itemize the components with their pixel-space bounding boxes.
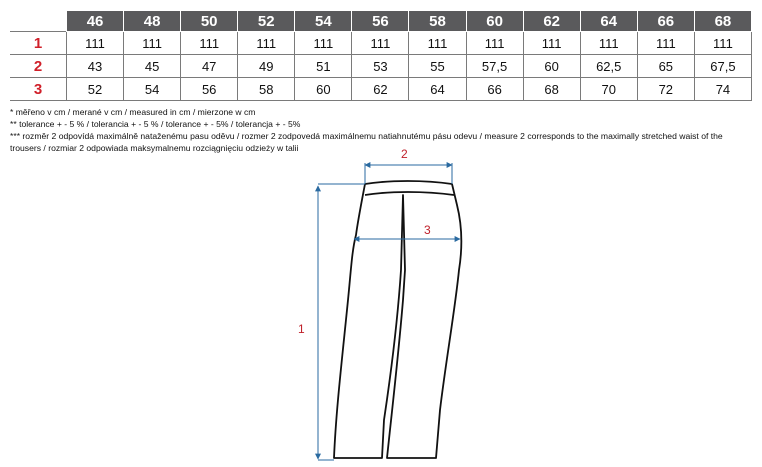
- table-cell: 67,5: [694, 55, 751, 78]
- table-cell: 60: [523, 55, 580, 78]
- size-header: 66: [637, 11, 694, 32]
- table-cell: 43: [67, 55, 124, 78]
- size-header: 46: [67, 11, 124, 32]
- size-header: 60: [466, 11, 523, 32]
- note-measured-in: * měřeno v cm / merané v cm / measured in cm / mierzone w cm: [10, 107, 256, 117]
- table-cell: 111: [694, 32, 751, 55]
- table-cell: 111: [580, 32, 637, 55]
- size-header: 48: [124, 11, 181, 32]
- table-cell: 66: [466, 78, 523, 101]
- row-label: 2: [10, 55, 67, 78]
- table-cell: 72: [637, 78, 694, 101]
- table-cell: 111: [67, 32, 124, 55]
- size-header: 52: [238, 11, 295, 32]
- size-header: 58: [409, 11, 466, 32]
- table-cell: 52: [67, 78, 124, 101]
- trousers-icon: [334, 181, 461, 458]
- table-cell: 51: [295, 55, 352, 78]
- table-cell: 65: [637, 55, 694, 78]
- table-cell: 55: [409, 55, 466, 78]
- waist-label: 2: [401, 147, 408, 161]
- table-cell: 57,5: [466, 55, 523, 78]
- table-cell: 58: [238, 78, 295, 101]
- size-header: 50: [181, 11, 238, 32]
- table-cell: 111: [409, 32, 466, 55]
- table-cell: 111: [181, 32, 238, 55]
- note-tolerance: ** tolerance + - 5 % / tolerancia + - 5 % / tolerance + - 5% / tolerancja + - 5%: [10, 119, 301, 129]
- length-label: 1: [298, 322, 305, 336]
- size-header: 56: [352, 11, 409, 32]
- table-cell: 64: [409, 78, 466, 101]
- table-cell: 54: [124, 78, 181, 101]
- table-cell: 111: [124, 32, 181, 55]
- row-label: 3: [10, 78, 67, 101]
- table-cell: 111: [352, 32, 409, 55]
- table-cell: 68: [523, 78, 580, 101]
- size-header: 68: [694, 11, 751, 32]
- table-cell: 111: [637, 32, 694, 55]
- table-cell: 47: [181, 55, 238, 78]
- hip-label: 3: [424, 223, 431, 237]
- size-header: 62: [523, 11, 580, 32]
- table-cell: 74: [694, 78, 751, 101]
- table-cell: 60: [295, 78, 352, 101]
- table-cell: 62: [352, 78, 409, 101]
- row-label: 1: [10, 32, 67, 55]
- table-cell: 45: [124, 55, 181, 78]
- size-header: 64: [580, 11, 637, 32]
- table-cell: 53: [352, 55, 409, 78]
- table-cell: 56: [181, 78, 238, 101]
- table-cell: 62,5: [580, 55, 637, 78]
- table-cell: 111: [523, 32, 580, 55]
- table-cell: 49: [238, 55, 295, 78]
- table-cell: 70: [580, 78, 637, 101]
- table-cell: 111: [466, 32, 523, 55]
- size-header: 54: [295, 11, 352, 32]
- table-cell: 111: [238, 32, 295, 55]
- note-waist-stretch: *** rozměr 2 odpovídá maximálně nataženému pasu oděvu / rozmer 2 zodpovedá maximálnemu natiahnutému pásu odevu / measure 2 corresponds to the maximally stretched waist of the trousers / rozmiar 2 odpowiada maksymalnemu rozciągnięciu odzieży w talii: [10, 131, 723, 153]
- table-cell: 111: [295, 32, 352, 55]
